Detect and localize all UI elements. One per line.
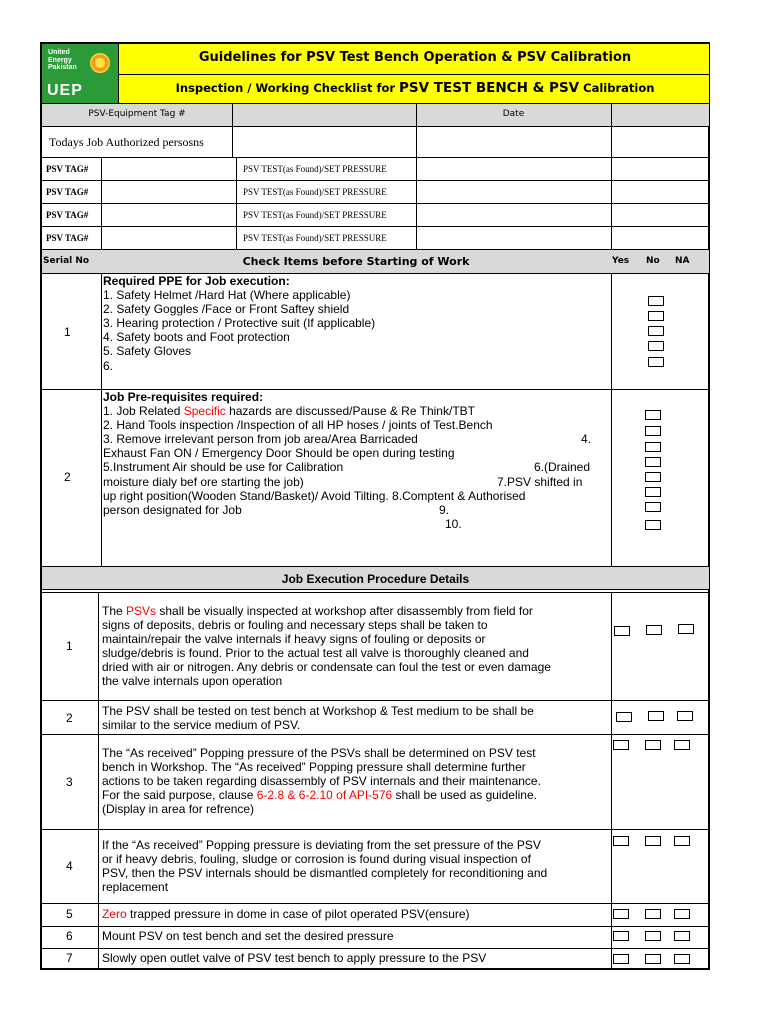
psv-tag-label: PSV TAG#	[46, 210, 89, 220]
checkbox[interactable]	[674, 740, 690, 750]
checkbox[interactable]	[645, 520, 661, 530]
procedure-header: Job Execution Procedure Details	[281, 572, 470, 586]
checkbox[interactable]	[645, 909, 661, 919]
checkbox[interactable]	[645, 426, 661, 436]
equipment-tag-label: PSV-Equipment Tag #	[88, 109, 186, 119]
checkbox[interactable]	[616, 712, 632, 722]
checkbox[interactable]	[645, 457, 661, 467]
serial-no-header: Serial No	[43, 256, 90, 266]
checkbox[interactable]	[645, 442, 661, 452]
uep-logo: United Energy Pakistan UEP	[42, 44, 118, 104]
checkbox[interactable]	[645, 954, 661, 964]
psv-test-label: PSV TEST(as Found)/SET PRESSURE	[243, 164, 387, 174]
na-header: NA	[675, 256, 690, 266]
psv-tag-label: PSV TAG#	[46, 187, 89, 197]
checkbox[interactable]	[614, 626, 630, 636]
checkbox[interactable]	[613, 836, 629, 846]
serial-number: 4	[66, 859, 73, 873]
date-label: Date	[502, 109, 525, 119]
psv-tag-label: PSV TAG#	[46, 233, 89, 243]
checkbox[interactable]	[613, 931, 629, 941]
checkbox[interactable]	[645, 472, 661, 482]
checkbox[interactable]	[613, 740, 629, 750]
checkbox[interactable]	[648, 711, 664, 721]
checkbox[interactable]	[645, 502, 661, 512]
procedure-text: If the “As received” Popping pressure is deviating from the set pressure of the PSV or if heavy debris, fouling, sludge or corrosion is found during visual inspection of PSV, then the PSV internals should be dismantled completely for reconditioning and replacement	[102, 838, 548, 895]
psv-tag-label: PSV TAG#	[46, 164, 89, 174]
procedure-text: Slowly open outlet valve of PSV test bench to apply pressure to the PSV	[102, 951, 487, 965]
checkbox[interactable]	[678, 624, 694, 634]
checkbox[interactable]	[674, 954, 690, 964]
authorized-persons-field[interactable]	[233, 127, 415, 156]
checkbox[interactable]	[613, 909, 629, 919]
checkbox[interactable]	[613, 954, 629, 964]
checkbox[interactable]	[648, 357, 664, 367]
checkbox[interactable]	[645, 410, 661, 420]
checkbox[interactable]	[674, 836, 690, 846]
psv-test-label: PSV TEST(as Found)/SET PRESSURE	[243, 210, 387, 220]
procedure-text: Zero trapped pressure in dome in case of pilot operated PSV(ensure)	[102, 907, 470, 921]
checkbox[interactable]	[677, 711, 693, 721]
checkbox[interactable]	[648, 296, 664, 306]
serial-number: 5	[66, 907, 73, 921]
checkbox[interactable]	[648, 326, 664, 336]
page-subtitle: Inspection / Working Checklist for PSV TEST BENCH & PSV Calibration	[175, 80, 655, 96]
checkbox[interactable]	[645, 740, 661, 750]
procedure-text: The “As received” Popping pressure of the PSVs shall be determined on PSV test bench in Workshop. The “As received” Popping pressure shall determine further actions to be taken regarding disassembly of PSV internals and their maintenance. For the said purpose, clause 6-2.8 & 6-2.10 of API-576 shall be used as guideline. (Display in area for refrence)	[102, 746, 541, 817]
procedure-text: The PSV shall be tested on test bench at Workshop & Test medium to be shall be similar to the service medium of PSV.	[102, 704, 534, 733]
serial-number: 2	[66, 711, 73, 725]
sun-icon	[90, 53, 110, 73]
serial-number: 7	[66, 951, 73, 965]
psv-test-label: PSV TEST(as Found)/SET PRESSURE	[243, 187, 387, 197]
ppe-item-text: Required PPE for Job execution: 1. Safety Helmet /Hard Hat (Where applicable) 2. Safety Goggles /Face or Front Saftey shield 3. Hearing protection / Protective suit (If applicable) 4. Safety boots and Foot protection 5. Safety Gloves 6.	[103, 274, 376, 373]
page-title: Guidelines for PSV Test Bench Operation & PSV Calibration	[198, 50, 632, 65]
checkbox[interactable]	[674, 909, 690, 919]
psv-test-label: PSV TEST(as Found)/SET PRESSURE	[243, 233, 387, 243]
checkbox[interactable]	[674, 931, 690, 941]
checkbox[interactable]	[648, 341, 664, 351]
yes-header: Yes	[612, 256, 630, 266]
checkbox[interactable]	[646, 625, 662, 635]
procedure-text: The PSVs shall be visually inspected at workshop after disassembly from field for signs of deposits, debris or fouling and necessary steps shall be taken to maintain/repair the valve internals if heavy signs of fouling or deposits or sludge/debris is found. Prior to the actual test all valve is thoroughly cleaned and dried with air or nitrogen. Any debris or condensate can foul the test or even damage the valve internals upon operation	[102, 604, 551, 689]
prerequisites-item-text: Job Pre-requisites required: 1. Job Related Specific hazards are discussed/Pause & Re Think/TBT 2. Hand Tools inspection /Inspection of all HP hoses / joints of Test.Bench 3. Remove irrelevant person from job area/Area Barricaded 4. Exhaust Fan ON / Emergency Door Should be open during testing 5.Instrument Air should be use for Calibration 6.(Drained moisture dialy bef ore starting the job) 7.PSV shifted in up right position(Wooden Stand/Basket)/ Avoid Tilting. 8.Comptent & Authorised person designated for Job 9. 10.	[103, 390, 592, 531]
serial-number: 6	[66, 929, 73, 943]
serial-number: 2	[64, 470, 71, 484]
serial-number: 1	[66, 639, 73, 653]
no-header: No	[646, 256, 660, 266]
checkbox[interactable]	[645, 836, 661, 846]
authorized-persons-label: Todays Job Authorized persosns	[49, 135, 204, 149]
serial-number: 3	[66, 775, 73, 789]
procedure-text: Mount PSV on test bench and set the desired pressure	[102, 929, 394, 943]
checkbox[interactable]	[645, 487, 661, 497]
serial-number: 1	[64, 325, 71, 339]
checkbox[interactable]	[645, 931, 661, 941]
checkbox[interactable]	[648, 311, 664, 321]
checklist-title: Check Items before Starting of Work	[242, 255, 470, 268]
